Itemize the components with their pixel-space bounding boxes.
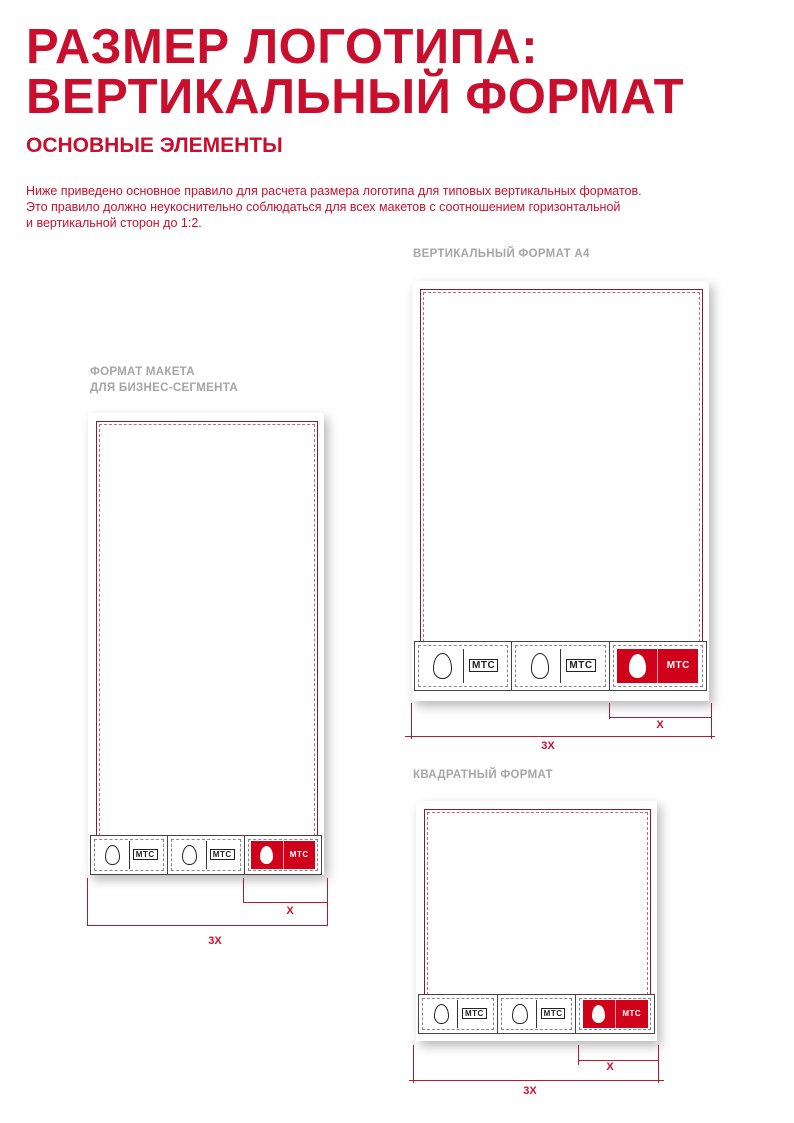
intro-line-3: и вертикальной сторон до 1:2. xyxy=(26,216,202,230)
a4-safe-area xyxy=(420,289,703,642)
logo-wordmark: МТС xyxy=(666,660,690,672)
business-dim-line-x xyxy=(243,902,328,903)
logo-cell-outline xyxy=(498,995,577,1033)
a4-dim-label-x: X xyxy=(656,719,664,731)
square-dim-line-3x xyxy=(409,1080,664,1081)
business-dim-label-3x: 3X xyxy=(208,935,222,947)
logo-cell-outline xyxy=(419,995,498,1033)
logo-wordmark: МТС xyxy=(462,1008,487,1019)
page-title xyxy=(26,22,684,122)
business-logo-strip xyxy=(90,835,322,875)
logo-cell-outline xyxy=(512,642,609,690)
egg-icon xyxy=(105,845,120,866)
logo-cell-solid xyxy=(610,642,706,690)
square-dim-tick-left xyxy=(413,1045,414,1083)
logo-cell-outline xyxy=(91,836,168,874)
intro-paragraph xyxy=(26,183,746,231)
page-subtitle: ОСНОВНЫЕ ЭЛЕМЕНТЫ xyxy=(26,134,283,157)
logo-cell-outline xyxy=(415,642,512,690)
square-format-sheet xyxy=(416,801,657,1041)
a4-dim-label-3x: 3X xyxy=(541,740,555,752)
egg-icon xyxy=(629,654,646,677)
egg-icon xyxy=(433,653,452,678)
logo-wordmark: МТС xyxy=(210,849,235,860)
square-safe-area xyxy=(424,809,651,995)
square-dim-tick-x-left xyxy=(578,1045,579,1065)
square-dim-tick-right xyxy=(658,1045,659,1083)
business-label-line-1: ФОРМАТ МАКЕТА xyxy=(90,366,195,378)
intro-line-2: Это правило должно неукоснительно соблюдаться для всех макетов с соотношением горизонтальной xyxy=(26,200,621,214)
logo-cell-outline xyxy=(168,836,245,874)
square-logo-strip xyxy=(418,994,655,1034)
logo-wordmark: МТС xyxy=(289,850,309,860)
square-format-label: КВАДРАТНЫЙ ФОРМАТ xyxy=(413,769,553,781)
a4-dim-tick-left xyxy=(411,703,412,739)
business-dim-tick-left xyxy=(87,878,88,926)
square-dim-label-3x: 3X xyxy=(523,1085,537,1097)
a4-dim-line-3x xyxy=(405,736,715,737)
business-dim-line-3x xyxy=(87,925,328,926)
egg-icon xyxy=(592,1005,605,1024)
a4-dim-line-x xyxy=(609,717,712,718)
title-line-1: РАЗМЕР ЛОГОТИПА: xyxy=(26,20,539,74)
business-format-sheet xyxy=(88,413,324,875)
business-label-line-2: ДЛЯ БИЗНЕС-СЕГМЕНТА xyxy=(90,382,238,394)
a4-format-sheet xyxy=(412,281,709,701)
logo-cell-solid xyxy=(245,836,321,874)
egg-icon xyxy=(512,1004,527,1025)
square-dim-label-x: X xyxy=(606,1061,614,1073)
egg-icon xyxy=(434,1004,449,1025)
logo-wordmark: МТС xyxy=(622,1009,642,1019)
title-line-2: ВЕРТИКАЛЬНЫЙ ФОРМАТ xyxy=(26,70,685,124)
business-safe-area xyxy=(96,421,318,836)
logo-wordmark: МТС xyxy=(566,659,595,672)
a4-format-label: ВЕРТИКАЛЬНЫЙ ФОРМАТ А4 xyxy=(413,248,590,260)
a4-dim-tick-right xyxy=(711,703,712,739)
logo-wordmark: МТС xyxy=(541,1008,566,1019)
egg-icon xyxy=(531,653,550,678)
business-format-label xyxy=(90,364,238,396)
egg-icon xyxy=(182,845,197,866)
logo-wordmark: МТС xyxy=(469,659,498,672)
business-dim-label-x: X xyxy=(286,905,294,917)
egg-icon xyxy=(260,846,273,865)
business-dim-tick-x-left xyxy=(243,878,244,902)
logo-wordmark: МТС xyxy=(133,849,158,860)
intro-line-1: Ниже приведено основное правило для расчета размера логотипа для типовых вертикальных форматов. xyxy=(26,184,642,198)
logo-cell-solid xyxy=(576,995,654,1033)
a4-logo-strip xyxy=(414,641,707,691)
